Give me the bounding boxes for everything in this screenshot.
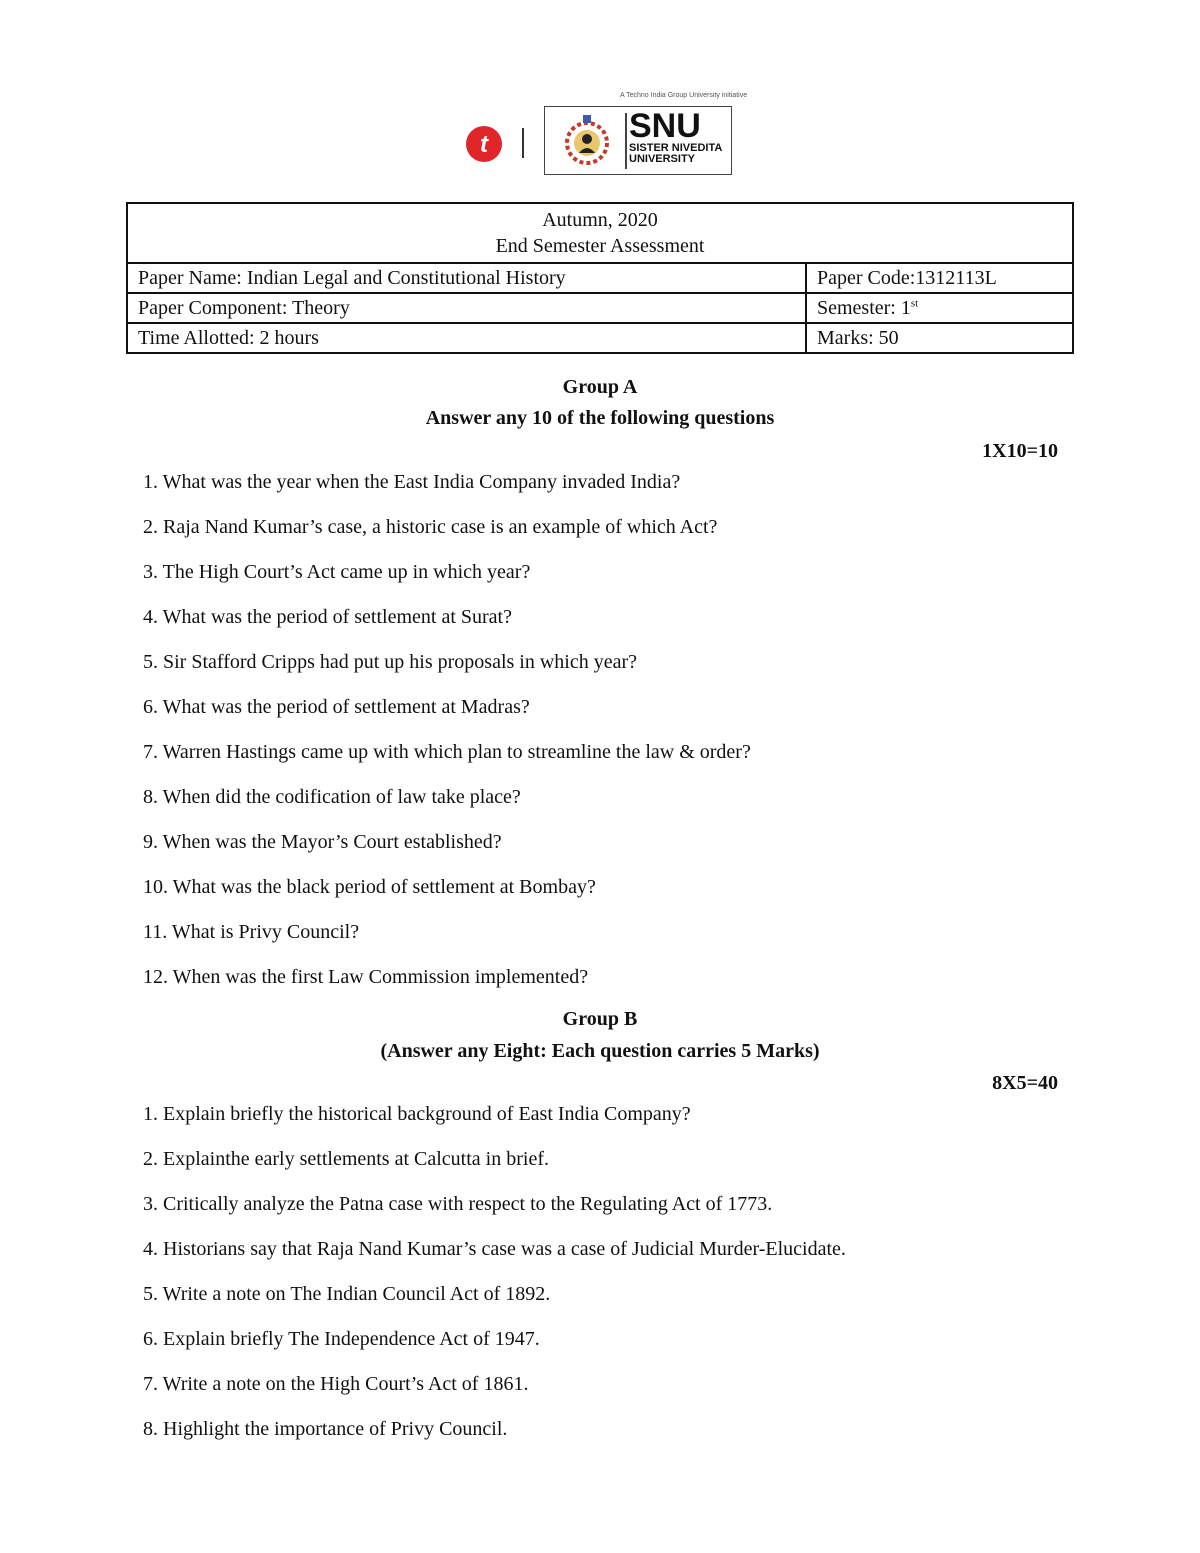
question-item: 2. Explainthe early settlements at Calcutta in brief. — [143, 1148, 549, 1170]
question-item: 12. When was the first Law Commission implemented? — [143, 966, 589, 988]
question-item: 3. Critically analyze the Patna case with respect to the Regulating Act of 1773. — [143, 1193, 773, 1215]
exam-assessment: End Semester Assessment — [495, 235, 705, 257]
question-item: 8. When did the codification of law take place? — [143, 786, 521, 808]
logo-row — [0, 92, 1200, 180]
snu-tagline: A Techno India Group University initiative — [620, 92, 748, 99]
paper-code: Paper Code:1312113L — [806, 263, 1073, 293]
exam-term: Autumn, 2020 — [542, 209, 658, 231]
question-item: 4. Historians say that Raja Nand Kumar’s case was a case of Judicial Murder-Elucidate. — [143, 1238, 846, 1260]
semester-suffix: st — [910, 296, 919, 309]
question-item: 6. What was the period of settlement at Madras? — [143, 696, 530, 718]
snu-logo — [544, 106, 732, 175]
snu-name-line2: UNIVERSITY — [629, 153, 696, 165]
question-item: 11. What is Privy Council? — [143, 921, 360, 943]
paper-name: Paper Name: Indian Legal and Constitutional History — [127, 263, 806, 293]
question-item: 1. Explain briefly the historical background of East India Company? — [143, 1103, 691, 1125]
question-item: 8. Highlight the importance of Privy Council. — [143, 1418, 508, 1440]
group-b-question-list — [143, 1102, 846, 1462]
paper-component: Paper Component: Theory — [127, 293, 806, 323]
exam-header-table — [126, 202, 1074, 354]
group-b-title: Group B — [562, 1008, 638, 1030]
snu-name-line1: SISTER NIVEDITA — [629, 142, 723, 154]
group-a-marks: 1X10=10 — [982, 440, 1058, 462]
question-item: 6. Explain briefly The Independence Act of 1947. — [143, 1328, 540, 1350]
question-item: 5. Write a note on The Indian Council Act of 1892. — [143, 1283, 551, 1305]
question-item: 4. What was the period of settlement at Surat? — [143, 606, 512, 628]
group-a-instruction: Answer any 10 of the following questions — [425, 407, 775, 429]
question-item: 5. Sir Stafford Cripps had put up his proposals in which year? — [143, 651, 638, 673]
snu-wordmark — [629, 109, 722, 165]
svg-text:t: t — [480, 131, 488, 158]
question-item: 10. What was the black period of settlement at Bombay? — [143, 876, 596, 898]
question-item: 7. Warren Hastings came up with which plan to streamline the law & order? — [143, 741, 751, 763]
question-item: 1. What was the year when the East India Company invaded India? — [143, 471, 681, 493]
total-marks: Marks: 50 — [806, 323, 1073, 353]
semester — [806, 293, 1073, 323]
question-item: 9. When was the Mayor’s Court established? — [143, 831, 502, 853]
group-a-title: Group A — [562, 376, 638, 398]
question-item: 2. Raja Nand Kumar’s case, a historic case is an example of which Act? — [143, 516, 718, 538]
group-b-instruction: (Answer any Eight: Each question carries 5 Marks) — [380, 1040, 820, 1062]
snu-emblem-icon — [557, 113, 617, 169]
group-a-question-list — [143, 470, 751, 1010]
time-allotted: Time Allotted: 2 hours — [127, 323, 806, 353]
snu-abbreviation: SNU — [629, 107, 701, 145]
snu-separator — [625, 113, 627, 169]
exam-title-cell — [127, 203, 1073, 263]
question-item: 7. Write a note on the High Court’s Act of 1861. — [143, 1373, 529, 1395]
semester-label: Semester: 1 — [817, 296, 911, 319]
techno-india-logo-icon — [462, 122, 506, 166]
logo-divider — [522, 128, 524, 158]
question-item: 3. The High Court’s Act came up in which year? — [143, 561, 531, 583]
group-b-marks: 8X5=40 — [992, 1072, 1058, 1094]
